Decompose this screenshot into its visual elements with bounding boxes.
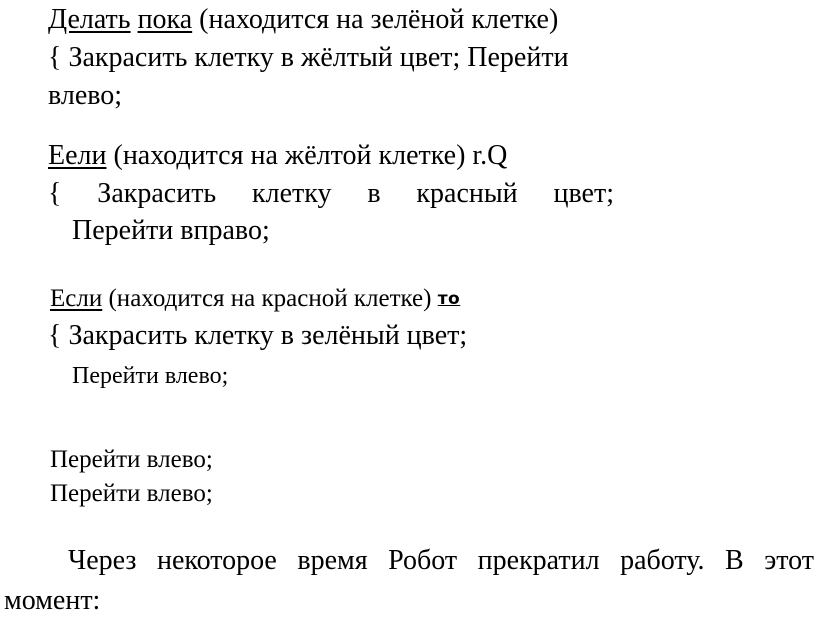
block2-word: { bbox=[48, 178, 62, 209]
block1-condition: (находится на зелёной клетке) bbox=[199, 4, 559, 35]
block2-word: цвет; bbox=[553, 178, 614, 209]
paragraph-word: Через bbox=[68, 545, 137, 576]
keyword-while: пока bbox=[137, 4, 193, 35]
paragraph-word: некоторое bbox=[156, 545, 277, 576]
paragraph-word: время bbox=[297, 545, 368, 576]
keyword-if: Если bbox=[50, 285, 103, 312]
block2-line3: Перейти вправо; bbox=[72, 215, 270, 246]
paragraph-word: этот bbox=[764, 545, 814, 576]
paragraph-line1 bbox=[68, 547, 814, 575]
paragraph-word: прекратил bbox=[477, 545, 600, 576]
block2-line2 bbox=[48, 180, 614, 208]
block1-header bbox=[48, 6, 558, 34]
block4-line2: Перейти влево; bbox=[50, 480, 213, 507]
block3-header bbox=[50, 286, 460, 311]
block1-line2: { Закрасить клетку в жёлтый цвет; Перейти bbox=[48, 42, 569, 73]
block2-word: Закрасить bbox=[97, 178, 217, 209]
block2-word: клетку bbox=[252, 178, 332, 209]
paragraph-line2: момент: bbox=[4, 585, 101, 616]
block4-line1: Перейти влево; bbox=[50, 446, 213, 473]
paragraph-word: В bbox=[724, 545, 744, 576]
block3-line3: Перейти влево; bbox=[72, 363, 229, 389]
paragraph-word: Робот bbox=[388, 545, 458, 576]
keyword-do: Делать bbox=[48, 4, 131, 35]
block3-condition: (находится на красной клетке) bbox=[108, 285, 432, 312]
block2-word: красный bbox=[416, 178, 518, 209]
block2-header bbox=[48, 142, 507, 170]
paragraph-word: работу. bbox=[620, 545, 705, 576]
keyword-then: то bbox=[437, 289, 461, 309]
block1-line3: влево; bbox=[48, 80, 123, 111]
block2-word: в bbox=[367, 178, 381, 209]
keyword-if: Еели bbox=[48, 140, 107, 171]
block3-line2: { Закрасить клетку в зелёный цвет; bbox=[48, 320, 468, 351]
block2-condition: (находится на жёлтой клетке) r.Q bbox=[113, 140, 508, 171]
